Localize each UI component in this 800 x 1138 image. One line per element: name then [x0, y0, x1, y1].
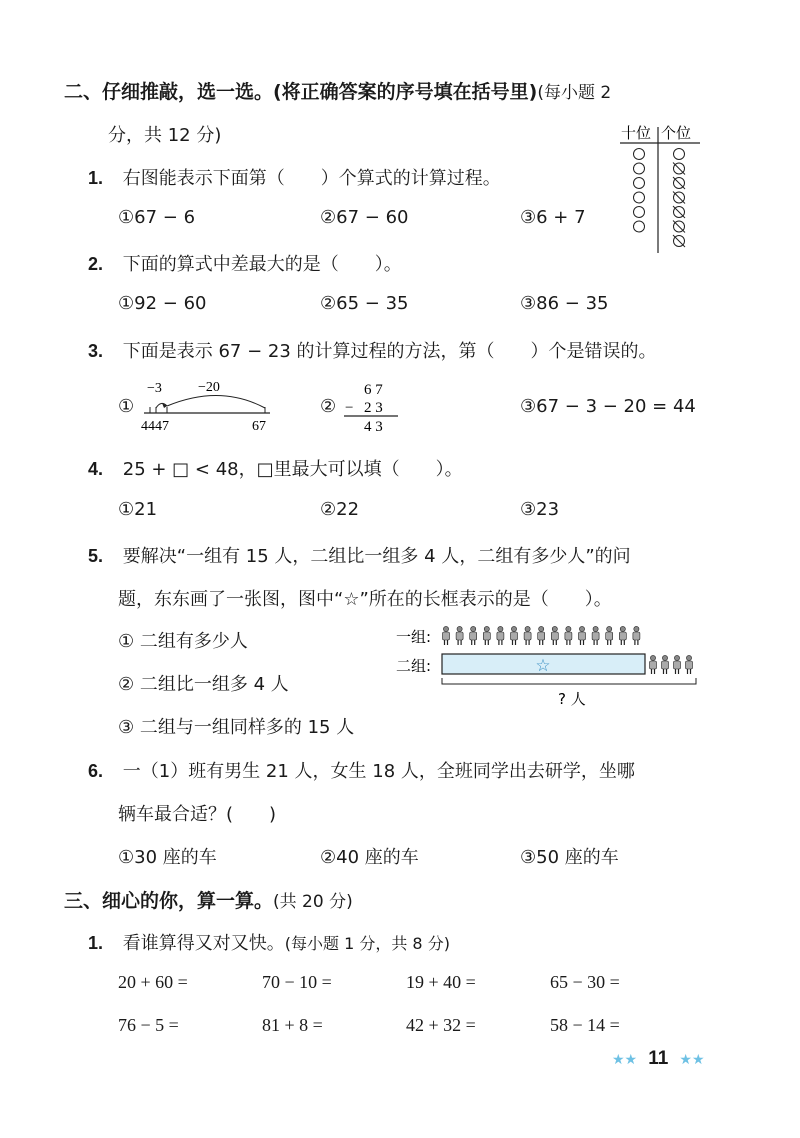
- q6-option-2[interactable]: ②40 座的车: [320, 847, 419, 868]
- tens-beads: [634, 149, 645, 233]
- abacus-figure: [618, 121, 702, 256]
- right-number: 67: [252, 419, 266, 434]
- calc-item[interactable]: 76 − 5 =: [118, 1015, 179, 1035]
- section-2-title: 二、仔细推敲，选一选。(将正确答案的序号填在括号里)(每小题 2: [64, 81, 612, 103]
- q2-option-2[interactable]: ②65 − 35: [320, 293, 409, 314]
- calc-item[interactable]: 65 − 30 =: [550, 972, 620, 992]
- question-text: 一（1）班有男生 21 人，女生 18 人，全班同学出去研学，坐哪: [122, 761, 635, 782]
- q2-option-1[interactable]: ①92 − 60: [118, 293, 207, 314]
- person-icon: [524, 626, 531, 645]
- vertical-subtraction: [342, 380, 402, 436]
- person-icon: [650, 655, 657, 674]
- question-5: [88, 542, 631, 568]
- question-4: [88, 455, 463, 481]
- ones-beads: [673, 149, 685, 248]
- minus-sign: −: [345, 400, 354, 416]
- result-number: 4 3: [364, 419, 383, 435]
- question-text: 要解决“一组有 15 人，二组比一组多 4 人，二组有多少人”的问: [122, 546, 631, 567]
- q3-option-3[interactable]: ③67 − 3 − 20 = 44: [520, 396, 696, 417]
- question-number: 6.: [88, 761, 104, 781]
- question-text: 25 + □ < 48，□里最大可以填（ ）。: [122, 459, 463, 480]
- tens-bead: [634, 221, 645, 232]
- person-icon: [470, 626, 477, 645]
- question-text: 下面的算式中差最大的是（ ）。: [122, 254, 402, 275]
- middle-number: 2 3: [364, 400, 383, 416]
- top-number: 6 7: [364, 382, 383, 398]
- person-icon: [483, 626, 490, 645]
- q6-option-3[interactable]: ③50 座的车: [520, 847, 619, 868]
- person-icon: [565, 626, 572, 645]
- calc-item[interactable]: 19 + 40 =: [406, 972, 476, 992]
- q5-option-1[interactable]: ① 二组有多少人: [118, 631, 248, 652]
- question-text: 下面是表示 67 − 23 的计算过程的方法，第（ ）个是错误的。: [122, 341, 657, 362]
- q4-option-1[interactable]: ①21: [118, 499, 158, 520]
- section-3-score: (共 20 分): [273, 892, 353, 912]
- q1-option-3[interactable]: ③6 + 7: [520, 207, 586, 228]
- q4-option-2[interactable]: ②22: [320, 499, 360, 520]
- group-1-label: 一组:: [396, 628, 432, 646]
- person-icon: [619, 626, 626, 645]
- calc-item[interactable]: 70 − 10 =: [262, 972, 332, 992]
- section-2-score: (每小题 2: [537, 83, 612, 103]
- question-number: 4.: [88, 459, 104, 479]
- question-number: 5.: [88, 546, 104, 566]
- question-score: (每小题 1 分，共 8 分): [284, 934, 450, 953]
- group-2-label: 二组:: [396, 657, 432, 675]
- q5-option-2[interactable]: ② 二组比一组多 4 人: [118, 674, 289, 695]
- box-star-icon: ☆: [535, 656, 551, 676]
- section-3-question-1: [88, 929, 450, 955]
- person-icon: [511, 626, 518, 645]
- person-icon: [551, 626, 558, 645]
- question-2: [88, 250, 402, 276]
- person-icon: [606, 626, 613, 645]
- person-icon: [633, 626, 640, 645]
- person-icon: [443, 626, 450, 645]
- question-5-cont: 题，东东画了一张图，图中“☆”所在的长框表示的是（ ）。: [118, 589, 612, 610]
- q3-option-2-mark[interactable]: ②: [320, 396, 337, 417]
- calc-item[interactable]: 81 + 8 =: [262, 1015, 323, 1035]
- q1-option-1[interactable]: ①67 − 6: [118, 207, 196, 228]
- tens-bead: [634, 178, 645, 189]
- number-line: [140, 378, 280, 434]
- group-1-people: [443, 626, 640, 645]
- q2-option-3[interactable]: ③86 − 35: [520, 293, 609, 314]
- person-icon: [538, 626, 545, 645]
- q4-option-3[interactable]: ③23: [520, 499, 560, 520]
- tens-bead: [634, 207, 645, 218]
- person-icon: [686, 655, 693, 674]
- section-3-title: 三、细心的你，算一算。(共 20 分): [64, 890, 353, 912]
- person-icon: [456, 626, 463, 645]
- q1-option-2[interactable]: ②67 − 60: [320, 207, 409, 228]
- page-footer: [612, 1048, 705, 1070]
- question-number: 1.: [88, 168, 104, 188]
- group-2-extra-people: [650, 655, 693, 674]
- question-text: 右图能表示下面第（ ）个算式的计算过程。: [122, 168, 501, 189]
- question-number: 3.: [88, 341, 104, 361]
- person-icon: [497, 626, 504, 645]
- q3-option-1-mark[interactable]: ①: [118, 396, 135, 417]
- person-icon: [579, 626, 586, 645]
- question-3: [88, 337, 657, 363]
- question-mark-label: ? 人: [558, 690, 586, 708]
- q5-option-3[interactable]: ③ 二组与一组同样多的 15 人: [118, 717, 355, 738]
- section-2-score-cont: 分，共 12 分): [108, 125, 222, 146]
- minus-20-label: −20: [198, 380, 220, 395]
- footer-stars-left-icon: ★★: [612, 1052, 638, 1068]
- ones-bead: [674, 149, 685, 160]
- question-number: 2.: [88, 254, 104, 274]
- question-text: 看谁算得又对又快。: [122, 933, 285, 954]
- tens-bead: [634, 192, 645, 203]
- question-1: [88, 164, 501, 190]
- ones-label: 个位: [661, 124, 692, 142]
- person-icon: [592, 626, 599, 645]
- calc-item[interactable]: 58 − 14 =: [550, 1015, 620, 1035]
- person-icon: [662, 655, 669, 674]
- page-number: 11: [648, 1048, 669, 1069]
- q6-option-1[interactable]: ①30 座的车: [118, 847, 217, 868]
- question-6-cont: 辆车最合适？( ): [118, 804, 277, 825]
- question-number: 1.: [88, 933, 104, 953]
- group-diagram: [396, 622, 702, 712]
- tens-bead: [634, 149, 645, 160]
- tens-label: 十位: [621, 124, 652, 142]
- calc-item[interactable]: 42 + 32 =: [406, 1015, 476, 1035]
- person-icon: [674, 655, 681, 674]
- left-number: 4447: [141, 419, 169, 434]
- tens-bead: [634, 163, 645, 174]
- minus-3-label: −3: [147, 381, 162, 396]
- footer-stars-right-icon: ★★: [679, 1052, 705, 1068]
- question-6: [88, 757, 635, 783]
- calc-item[interactable]: 20 + 60 =: [118, 972, 188, 992]
